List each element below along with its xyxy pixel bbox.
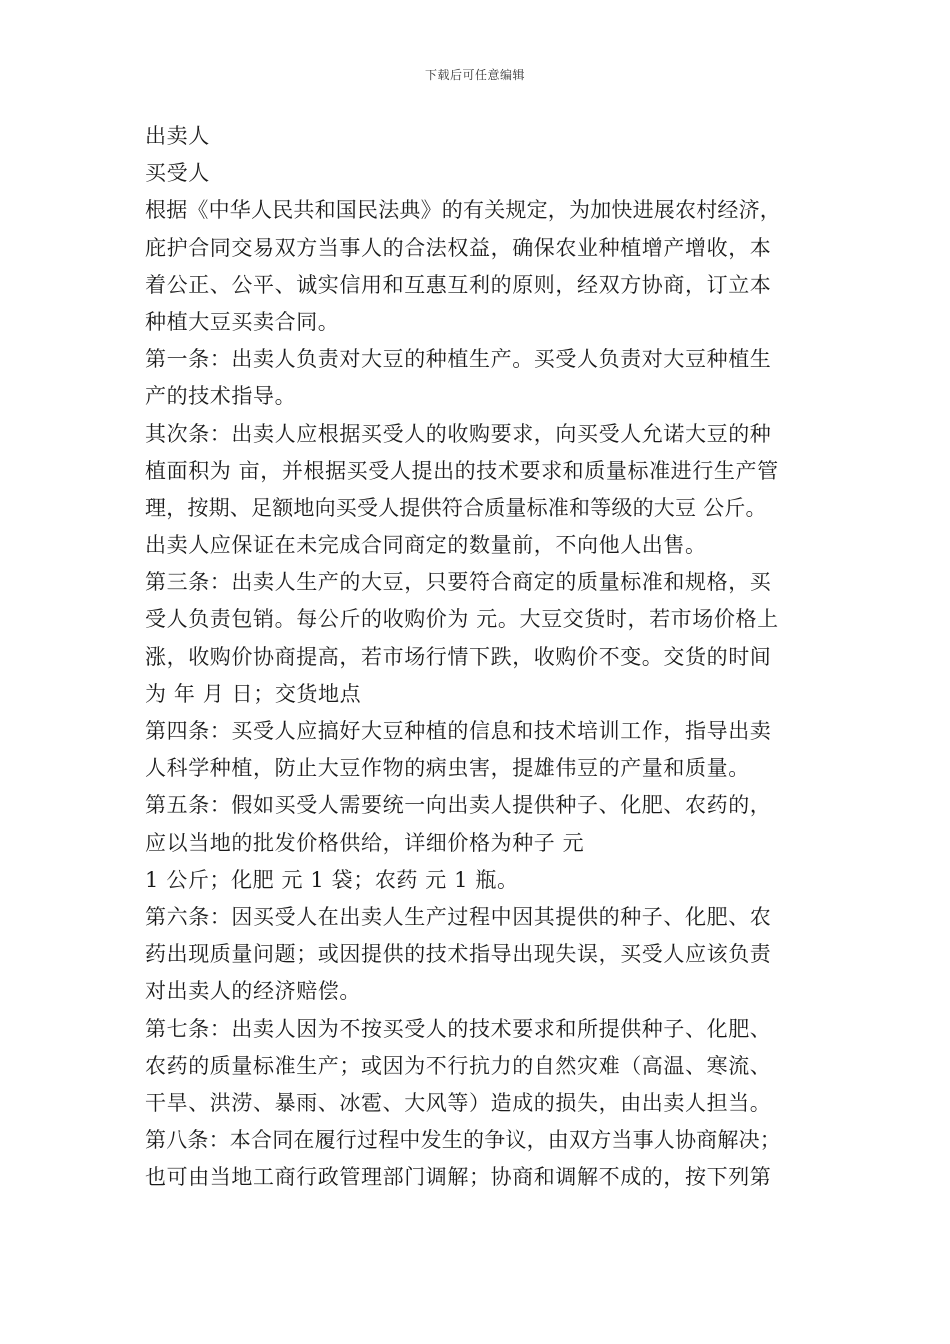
text-line: 涨，收购价协商提高，若市场行情下跌，收购价不变。交货的时间 (145, 644, 772, 669)
article-1: 第一条：出卖人负责对大豆的种植生产。买受人负责对大豆种植生 (145, 347, 772, 372)
text-line: 也可由当地工商行政管理部门调解；协商和调解不成的，按下列第 (145, 1165, 772, 1190)
article-3: 第三条：出卖人生产的大豆，只要符合商定的质量标准和规格，买 (145, 570, 772, 595)
text-line: 根据《中华人民共和国民法典》的有关规定，为加快进展农村经济， (145, 198, 781, 223)
article-5: 第五条：假如买受人需要统一向出卖人提供种子、化肥、农药的， (145, 793, 772, 818)
text-line: 庇护合同交易双方当事人的合法权益，确保农业种植增产增收，本 (145, 235, 772, 260)
text-line: 植面积为 亩，并根据买受人提出的技术要求和质量标准进行生产管 (145, 458, 779, 483)
text-line: 受人负责包销。每公斤的收购价为 元。大豆交货时，若市场价格上 (145, 607, 779, 632)
article-6: 第六条：因买受人在出卖人生产过程中因其提供的种子、化肥、农 (145, 904, 772, 929)
document-body (145, 118, 835, 1196)
article-4: 第四条：买受人应搞好大豆种植的信息和技术培训工作，指导出卖 (145, 719, 772, 743)
seller-label: 出卖人 (145, 124, 210, 148)
text-line: 干旱、洪涝、暴雨、冰雹、大风等）造成的损失，由出卖人担当。 (145, 1090, 772, 1115)
text-line: 对出卖人的经济赔偿。 (145, 979, 361, 1004)
article-7: 第七条：出卖人因为不按买受人的技术要求和所提供种子、化肥、 (145, 1016, 772, 1041)
text-line: 人科学种植，防止大豆作物的病虫害，提雄伟豆的产量和质量。 (145, 756, 750, 781)
article-8: 第八条：本合同在履行过程中发生的争议，由双方当事人协商解决； (145, 1128, 781, 1153)
article-2: 其次条：出卖人应根据买受人的收购要求，向买受人允诺大豆的种 (145, 421, 772, 446)
text-line: 应以当地的批发价格供给，详细价格为种子 元 (145, 830, 585, 855)
text-line: 农药的质量标准生产；或因为不行抗力的自然灾难（高温、寒流、 (145, 1053, 772, 1078)
text-line: 着公正、公平、诚实信用和互惠互利的原则，经双方协商，订立本 (145, 272, 772, 297)
buyer-label: 买受人 (145, 161, 210, 186)
page-header: 下载后可任意编辑 (424, 68, 525, 82)
text-line: 理，按期、足额地向买受人提供符合质量标准和等级的大豆 公斤。 (145, 495, 767, 520)
text-line: 出卖人应保证在未完成合同商定的数量前，不向他人出售。 (145, 533, 707, 558)
text-line: 为 年 月 日；交货地点 (145, 681, 362, 706)
text-line: 种植大豆买卖合同。 (145, 309, 340, 334)
text-line: 1 公斤；化肥 元 1 袋；农药 元 1 瓶。 (145, 867, 519, 892)
text-line: 产的技术指导。 (145, 384, 297, 409)
text-line: 药出现质量问题；或因提供的技术指导出现失误，买受人应该负责 (145, 942, 772, 967)
